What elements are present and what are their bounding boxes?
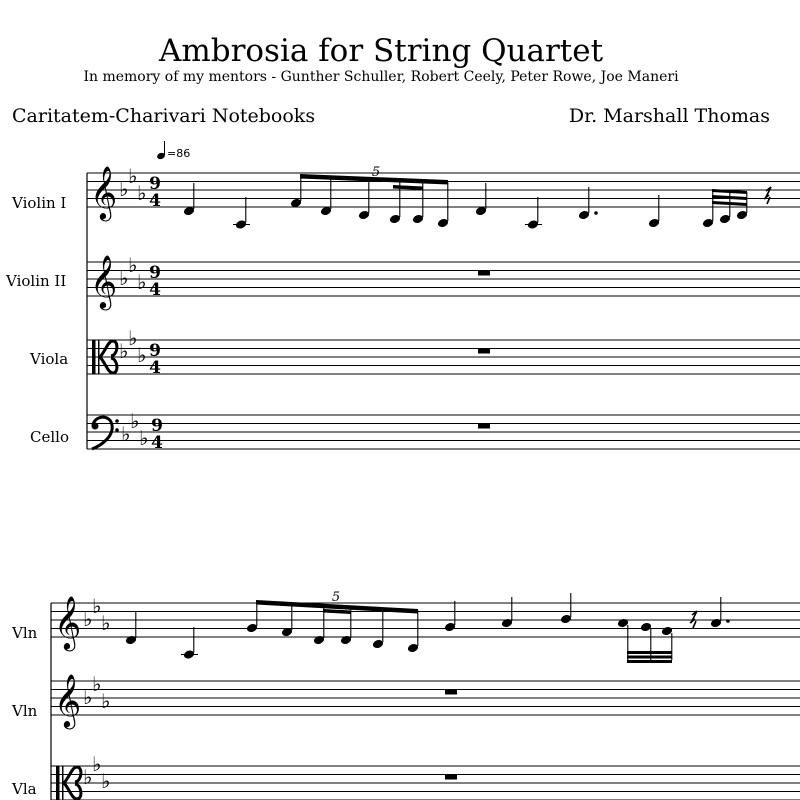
flat-icon: ♭	[128, 326, 138, 350]
staff-vln-2	[51, 672, 800, 729]
time-signature-numerator: 9	[149, 341, 161, 361]
tuplet-number: 5	[331, 590, 341, 605]
staff-cello	[87, 409, 800, 453]
staff-violin-2	[87, 253, 800, 310]
time-signature-numerator: 9	[149, 263, 161, 283]
instrument-label-violin-2: Violin II	[6, 272, 67, 290]
instrument-label-vln-1: Vln	[12, 624, 38, 642]
flat-icon: ♭	[101, 689, 111, 713]
system-1	[87, 141, 800, 453]
melody-notes	[125, 590, 730, 663]
tempo-marking	[156, 141, 190, 160]
flat-icon: ♭	[139, 426, 149, 450]
treble-clef-icon: 𝄞	[54, 595, 82, 649]
whole-rest-icon	[445, 775, 457, 780]
staff-violin-1	[87, 164, 800, 230]
flat-icon: ♭	[121, 422, 131, 446]
flat-icon: ♭	[119, 266, 129, 290]
flat-icon: ♭	[92, 752, 102, 776]
time-signature-denominator: 4	[151, 433, 163, 453]
flat-icon: ♭	[119, 177, 129, 201]
tempo-value: =86	[167, 147, 191, 160]
instrument-label-viola: Viola	[30, 350, 69, 368]
time-signature-denominator: 4	[149, 191, 161, 211]
flat-icon: ♭	[92, 594, 102, 618]
staff-viola	[87, 326, 800, 378]
quarter-note-icon	[156, 141, 166, 160]
instrument-label-vln-2: Vln	[12, 702, 38, 720]
time-signature-denominator: 4	[149, 358, 161, 378]
time-signature-denominator: 4	[149, 280, 161, 300]
publisher-name: Caritatem-Charivari Notebooks	[12, 105, 316, 127]
flat-icon: ♭	[101, 611, 111, 635]
flat-icon: ♭	[128, 164, 138, 188]
flat-icon: ♭	[128, 253, 138, 277]
whole-rest-icon	[478, 424, 490, 429]
treble-clef-icon: 𝄞	[90, 254, 118, 308]
flat-icon: ♭	[83, 765, 93, 789]
staff-vln-1	[51, 590, 800, 663]
flat-icon: ♭	[137, 270, 147, 294]
time-signature-numerator: 9	[151, 416, 163, 436]
flat-icon: ♭	[101, 769, 111, 793]
bass-clef-icon	[92, 417, 119, 449]
flat-icon: ♭	[83, 607, 93, 631]
flat-icon: ♭	[83, 685, 93, 709]
score-title: Ambrosia for String Quartet	[158, 33, 604, 69]
flat-icon: ♭	[130, 409, 140, 433]
melody-notes	[183, 165, 771, 230]
flat-icon: ♭	[137, 343, 147, 367]
whole-rest-icon	[478, 271, 490, 276]
instrument-label-cello: Cello	[30, 428, 69, 446]
tuplet-number: 5	[371, 165, 381, 180]
whole-rest-icon	[478, 349, 490, 354]
staff-vla	[51, 752, 800, 800]
system-2	[51, 590, 800, 800]
composer-name: Dr. Marshall Thomas	[568, 105, 770, 127]
instrument-label-vla: Vla	[12, 780, 37, 798]
treble-clef-icon: 𝄞	[54, 673, 82, 727]
score-dedication: In memory of my mentors - Gunther Schuller, Robert Ceely, Peter Rowe, Joe Maneri	[83, 69, 679, 85]
treble-clef-icon: 𝄞	[90, 165, 118, 219]
flat-icon: ♭	[92, 672, 102, 696]
flat-icon: ♭	[137, 181, 147, 205]
whole-rest-icon	[445, 690, 457, 695]
time-signature-numerator: 9	[149, 174, 161, 194]
flat-icon: ♭	[119, 339, 129, 363]
instrument-label-violin-1: Violin I	[12, 194, 67, 212]
